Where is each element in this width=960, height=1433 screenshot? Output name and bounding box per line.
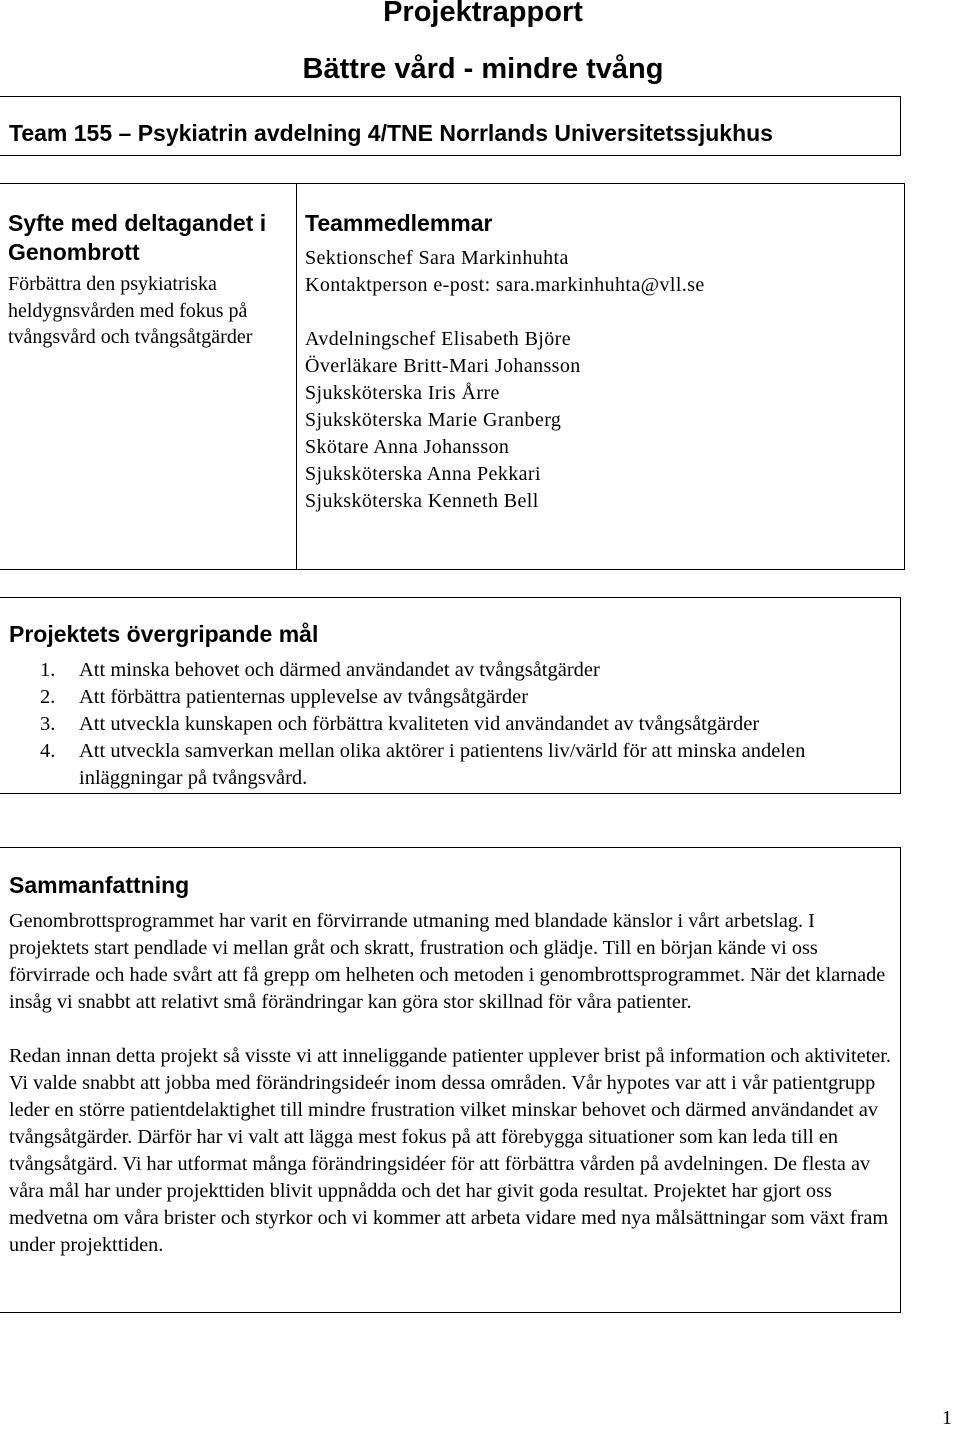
summary-box	[0, 847, 901, 1313]
goal-text: Att utveckla kunskapen och förbättra kvaliteten vid användandet av tvångsåtgärder	[79, 713, 760, 735]
goals-heading: Projektets övergripande mål	[9, 621, 319, 647]
team-member: Sjuksköterska Kenneth Bell	[305, 490, 539, 512]
team-line: Team 155 – Psykiatrin avdelning 4/TNE Norrlands Universitetssjukhus	[9, 120, 773, 146]
contact-line-email: Kontaktperson e-post: sara.markinhuhta@vll.se	[305, 274, 705, 296]
team-member: Sjuksköterska Marie Granberg	[305, 409, 562, 431]
goal-number: 2.	[40, 686, 56, 708]
purpose-text: Förbättra den psykiatriska heldygnsvården med fokus på tvångsvård och tvångsåtgärder	[8, 273, 253, 348]
goal-text: Att minska behovet och därmed användandet av tvångsåtgärder	[79, 659, 600, 681]
goals-box	[0, 597, 901, 794]
summary-body	[9, 908, 895, 1259]
purpose-heading: Syfte med deltagandet i Genombrott	[8, 210, 267, 265]
team-member: Skötare Anna Johansson	[305, 436, 510, 458]
goal-item	[9, 738, 889, 792]
document-title: Projektrapport	[383, 0, 583, 28]
goal-text: Att förbättra patienternas upplevelse av tvångsåtgärder	[79, 686, 529, 708]
team-members-heading: Teammedlemmar	[305, 210, 493, 236]
page-number: 1	[942, 1407, 952, 1429]
team-member: Sjuksköterska Anna Pekkari	[305, 463, 541, 485]
goals-list	[9, 657, 889, 792]
goal-number: 3.	[40, 713, 56, 735]
purpose-and-team-table	[0, 183, 905, 570]
team-member: Sjuksköterska Iris Årre	[305, 382, 500, 404]
summary-heading: Sammanfattning	[9, 872, 190, 898]
goal-text: Att utveckla samverkan mellan olika aktörer i patientens liv/värld för att minska andelen inläggningar på tvångsvård.	[79, 740, 806, 789]
goal-number: 1.	[40, 659, 56, 681]
purpose-column	[8, 209, 294, 351]
column-divider	[296, 184, 297, 569]
team-info-box	[0, 96, 901, 156]
team-member: Avdelningschef Elisabeth Björe	[305, 328, 572, 350]
goal-item	[9, 711, 889, 738]
document-subtitle: Bättre vård - mindre tvång	[302, 53, 664, 85]
summary-paragraph: Genombrottsprogrammet har varit en förvirrande utmaning med blandade känslor i vårt arbetslag. I projektets start pendlade vi mellan gråt och skratt, frustration och glädje. Till en början kände vi oss förvirrade och hade svårt att få grepp om helheten och metoden i genombrottsprogrammet. När det klarnade insåg vi snabbt att relativt små förändringar kan göra stor skillnad för våra patienter.	[9, 910, 886, 1013]
team-members-column	[305, 209, 895, 515]
team-member: Överläkare Britt-Mari Johansson	[305, 355, 581, 377]
goal-item	[9, 657, 889, 684]
contact-line-section-chief: Sektionschef Sara Markinhuhta	[305, 247, 569, 269]
goal-item	[9, 684, 889, 711]
summary-paragraph: Redan innan detta projekt så visste vi att inneliggande patienter upplever brist på information och aktiviteter. Vi valde snabbt att jobba med förändringsideér inom dessa områden. Vår hypotes var att i vår patientgrupp leder en större patientdelaktighet till mindre frustration vilket minskar behovet och därmed användandet av tvångsåtgärder. Därför har vi valt att lägga mest fokus på att förebygga situationer som kan leda till en tvångsåtgärd. Vi har utformat många förändringsidéer för att förbättra vården på avdelningen. De flesta av våra mål har under projekttiden blivit uppnådda och det har givit goda resultat. Projektet har gjort oss medvetna om våra brister och styrkor och vi kommer att arbeta vidare med nya målsättningar som växt fram under projekttiden.	[9, 1045, 891, 1256]
goal-number: 4.	[40, 740, 56, 762]
